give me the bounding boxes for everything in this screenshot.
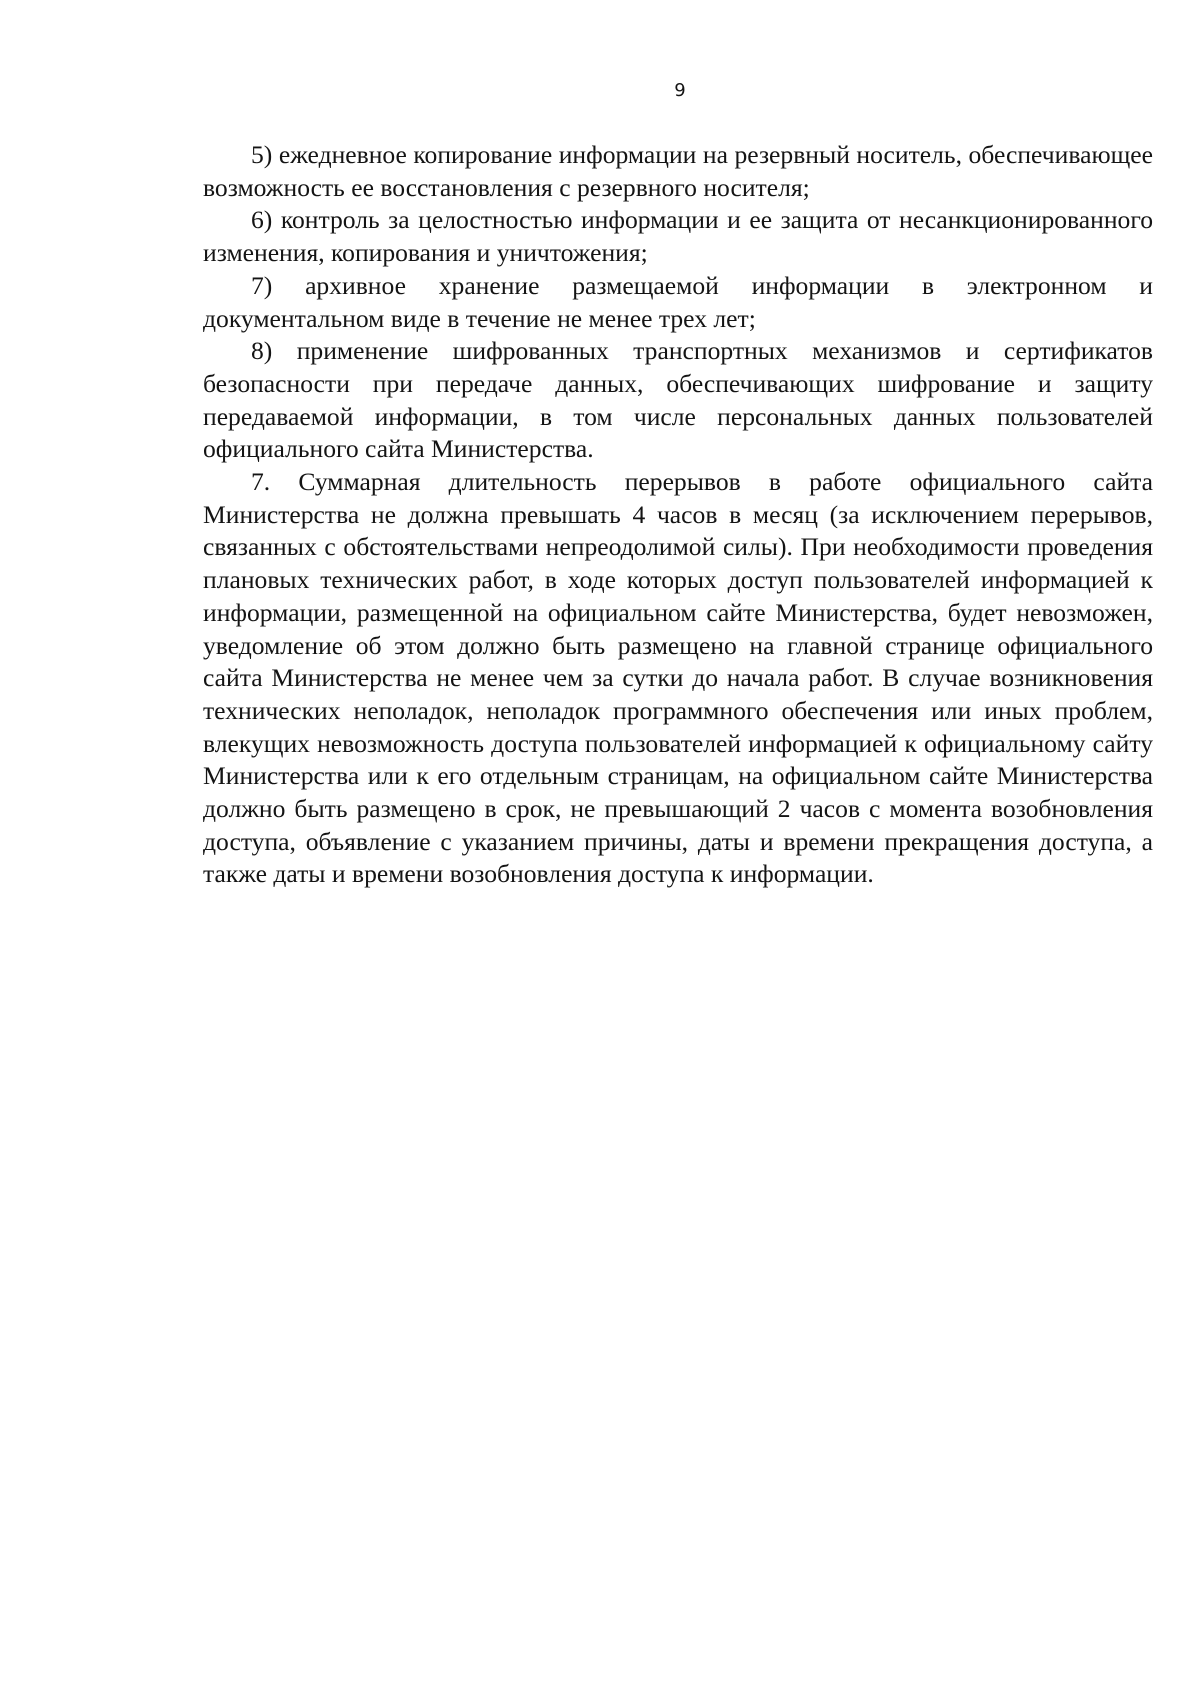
list-item-6: 6) контроль за целостностью информации и ее защита от несанкционированного изменения, копирования и уничтожения; <box>203 205 1153 268</box>
list-item-5: 5) ежедневное копирование информации на резервный носитель, обеспечивающее возможность ее восстановления с резервного носителя; <box>203 140 1153 202</box>
document-body <box>203 139 1153 891</box>
page-number: 9 <box>674 80 686 101</box>
list-item-8: 8) применение шифрованных транспортных механизмов и сертификатов безопасности при передаче данных, обеспечивающих шифрование и защиту передаваемой информации, в том числе персональных данных пользователей официального сайта Министерства. <box>203 336 1153 464</box>
section-7-paragraph: 7. Суммарная длительность перерывов в работе официального сайта Министерства не должна превышать 4 часов в месяц (за исключением перерывов, связанных с обстоятельствами непреодолимой силы). При необходимости проведения плановых технических работ, в ходе которых доступ пользователей информацией к информации, размещенной на официальном сайте Министерства, будет невозможен, уведомление об этом должно быть размещено на главной странице официального сайта Министерства не менее чем за сутки до начала работ. В случае возникновения технических неполадок, неполадок программного обеспечения или иных проблем, влекущих невозможность доступа пользователей информацией к официальному сайту Министерства или к его отдельным страницам, на официальном сайте Министерства должно быть размещено в срок, не превышающий 2 часов с момента возобновления доступа, объявление с указанием причины, даты и времени прекращения доступа, а также даты и времени возобновления доступа к информации. <box>203 467 1153 889</box>
list-item-7: 7) архивное хранение размещаемой информации в электронном и документальном виде в течение не менее трех лет; <box>203 270 1153 333</box>
